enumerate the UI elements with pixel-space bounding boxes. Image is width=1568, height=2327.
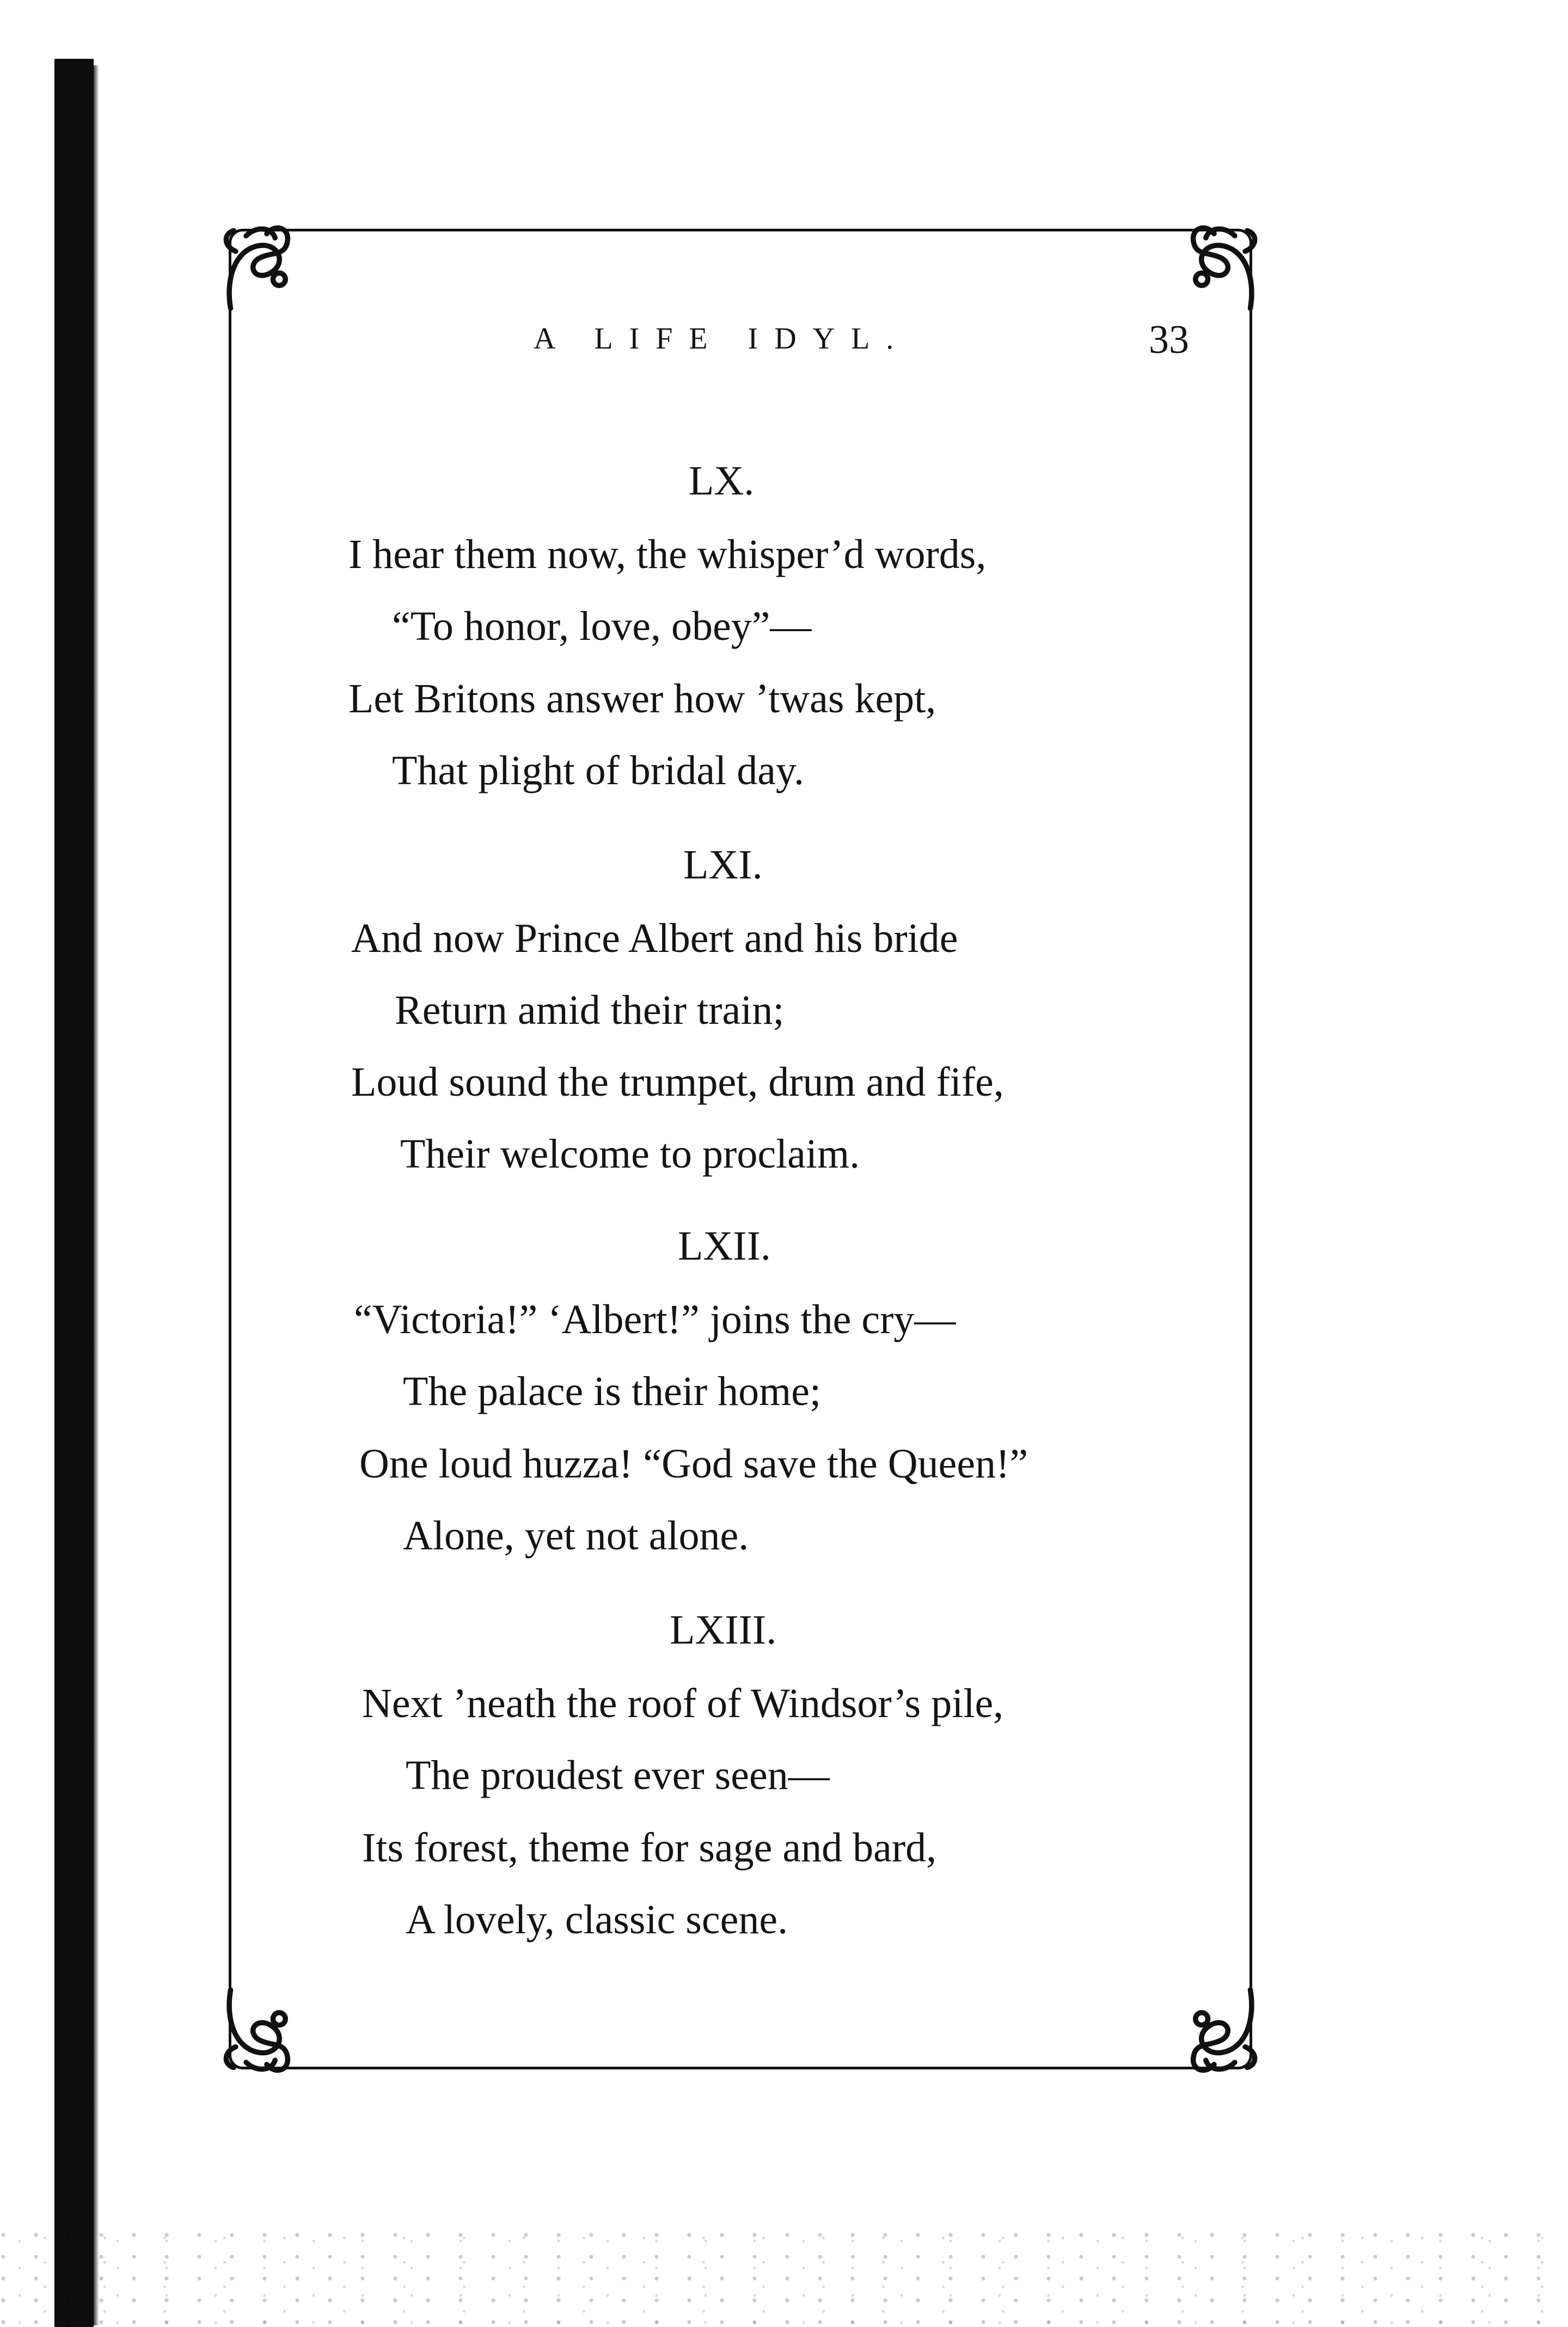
verse-line: The palace is their home;: [403, 1369, 822, 1414]
verse-line: I hear them now, the whisper’d words,: [348, 532, 987, 577]
corner-ornament-icon: [215, 215, 318, 319]
stanza-numeral: LX.: [689, 458, 755, 504]
page-number: 33: [1149, 317, 1189, 362]
verse-line: Loud sound the trumpet, drum and fife,: [351, 1059, 1004, 1105]
verse-line: Its forest, theme for sage and bard,: [362, 1825, 937, 1871]
running-header: [0, 317, 1568, 365]
verse-line: Return amid their train;: [395, 987, 785, 1033]
verse-line: That plight of bridal day.: [392, 748, 804, 793]
verse-line: Alone, yet not alone.: [403, 1513, 749, 1559]
corner-ornament-icon: [215, 1980, 318, 2083]
verse-line: Let Britons answer how ’twas kept,: [348, 676, 936, 722]
running-title: A LIFE IDYL.: [534, 322, 910, 356]
stanza-numeral: LXI.: [683, 842, 763, 888]
page-bottom-smudge: [0, 2222, 1568, 2327]
stanza-numeral: LXII.: [678, 1223, 771, 1269]
verse-line: A lovely, classic scene.: [406, 1897, 788, 1943]
spine-edge-gradient: [94, 65, 99, 2325]
verse-line: “To honor, love, obey”—: [392, 603, 812, 649]
verse-line: “Victoria!” ‘Albert!” joins the cry—: [354, 1297, 956, 1342]
corner-ornament-icon: [1162, 1980, 1266, 2083]
book-spine-shadow: [54, 59, 94, 2327]
corner-ornament-icon: [1162, 215, 1266, 319]
stanza-numeral: LXIII.: [670, 1607, 777, 1653]
verse-line: Their welcome to proclaim.: [400, 1131, 860, 1177]
verse-line: And now Prince Albert and his bride: [351, 915, 958, 961]
verse-line: One loud huzza! “God save the Queen!”: [359, 1441, 1028, 1487]
verse-line: Next ’neath the roof of Windsor’s pile,: [362, 1681, 1004, 1726]
verse-line: The proudest ever seen—: [406, 1752, 830, 1798]
